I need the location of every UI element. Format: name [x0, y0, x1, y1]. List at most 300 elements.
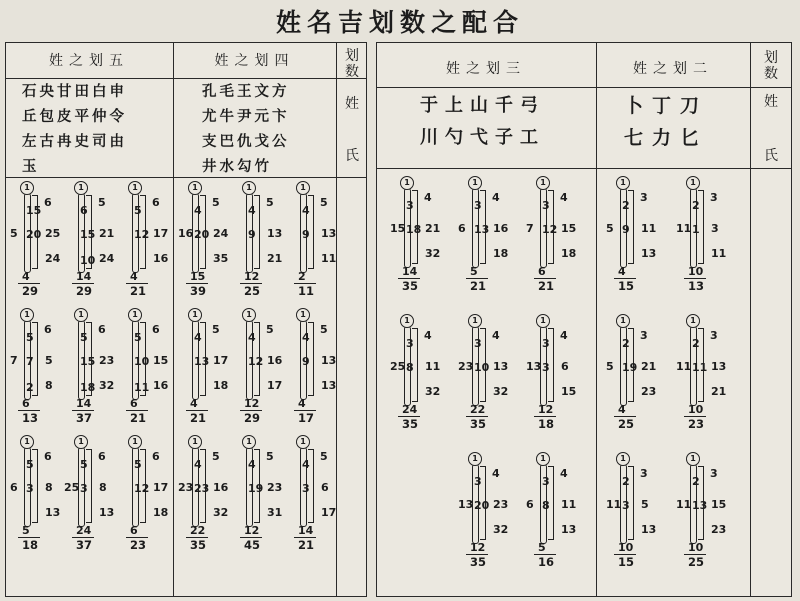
combo-number-foot: 14: [402, 265, 418, 278]
combo-number-foot: 10: [618, 541, 634, 554]
combo-number-b1: 15: [26, 204, 42, 217]
combo-total-rule: [534, 278, 556, 279]
combo-number-c2: 3: [711, 222, 719, 235]
combo-number-b1: 4: [194, 331, 202, 344]
combo-circle-one: 1: [20, 181, 34, 195]
combo-number-b1: 3: [474, 337, 482, 350]
combo-total-rule: [294, 283, 316, 284]
combo-circle-one: 1: [536, 452, 550, 466]
combo-diagram: [606, 316, 666, 431]
combo-number-b2: 3: [542, 361, 550, 374]
combo-number-total: 35: [402, 279, 419, 293]
right-surname-divider: [376, 168, 792, 169]
combo-number-b3: 2: [26, 381, 34, 394]
combo-number-b1: 3: [542, 337, 550, 350]
combo-number-foot: 22: [470, 403, 486, 416]
combo-number-b2: 3: [622, 499, 630, 512]
combo-number-b1: 5: [134, 331, 142, 344]
right-header-col3: 姓之划三: [446, 61, 526, 77]
combo-number-b1: 5: [26, 458, 34, 471]
surname-row: 井水勾竹: [202, 159, 272, 175]
combo-number-b2: 3: [302, 482, 310, 495]
combo-number-c1: 4: [492, 329, 500, 342]
combo-diagram: [286, 310, 346, 425]
combo-diagram: [10, 310, 70, 425]
combo-number-left: 13: [458, 498, 474, 511]
combo-number-b2: 12: [542, 223, 558, 236]
combo-total-rule: [72, 283, 94, 284]
combo-total-rule: [186, 410, 208, 411]
right-side-label-clan: 氏: [764, 148, 778, 164]
surname-row: 左古冉史司由: [22, 134, 127, 150]
combo-number-c1: 6: [152, 196, 160, 209]
combo-number-b2: 20: [26, 228, 42, 241]
combo-circle-one: 1: [400, 314, 414, 328]
combo-total-rule: [684, 554, 706, 555]
combo-number-c3: 32: [425, 247, 441, 260]
combo-circle-one: 1: [616, 452, 630, 466]
combo-circle-one: 1: [242, 181, 256, 195]
combo-number-total: 13: [688, 279, 705, 293]
combo-number-c1: 6: [98, 323, 106, 336]
combo-diagram: [390, 316, 450, 431]
combo-circle-one: 1: [536, 176, 550, 190]
combo-number-c3: 13: [99, 506, 115, 519]
combo-number-total: 21: [130, 411, 147, 425]
combo-total-rule: [72, 537, 94, 538]
combo-number-c3: 11: [711, 247, 727, 260]
combo-number-total: 11: [298, 284, 315, 298]
combo-number-c3: 17: [321, 506, 337, 519]
combo-number-c3: 32: [213, 506, 229, 519]
combo-total-rule: [466, 554, 488, 555]
combo-circle-one: 1: [128, 181, 142, 195]
combo-diagram: [458, 454, 518, 569]
combo-total-rule: [126, 283, 148, 284]
combo-number-c3: 23: [641, 385, 657, 398]
combo-number-left: 6: [10, 481, 18, 494]
combo-circle-one: 1: [468, 314, 482, 328]
combo-number-c2: 8: [99, 481, 107, 494]
combo-number-c2: 13: [321, 354, 337, 367]
combo-number-total: 37: [76, 538, 93, 552]
combo-diagram: [178, 310, 238, 425]
combo-number-total: 21: [190, 411, 207, 425]
combo-number-b1: 2: [622, 337, 630, 350]
left-header-col5: 姓之划五: [49, 53, 129, 69]
combo-number-c2: 11: [425, 360, 441, 373]
combo-circle-one: 1: [74, 308, 88, 322]
combo-diagram: [676, 316, 736, 431]
combo-number-c2: 6: [321, 481, 329, 494]
combo-number-c2: 5: [45, 354, 53, 367]
right-header-side: [752, 50, 790, 82]
combo-number-foot: 14: [76, 397, 92, 410]
combo-circle-one: 1: [686, 176, 700, 190]
combo-number-c2: 15: [561, 222, 577, 235]
combo-diagram: [232, 183, 292, 298]
combo-total-rule: [614, 278, 636, 279]
combo-number-c1: 5: [212, 196, 220, 209]
left-header-side: [337, 48, 367, 80]
surname-row: 卜丁刀: [624, 95, 709, 117]
combo-number-left: 7: [10, 354, 18, 367]
combo-total-rule: [684, 416, 706, 417]
combo-number-foot: 4: [618, 403, 626, 416]
combo-number-c3: 8: [45, 379, 53, 392]
combo-number-b1: 3: [406, 337, 414, 350]
combo-number-c1: 4: [492, 467, 500, 480]
combo-diagram: [118, 183, 178, 298]
left-header-side-text: 划数: [345, 48, 359, 80]
combo-number-b1: 6: [80, 204, 88, 217]
combo-diagram: [64, 310, 124, 425]
combo-number-foot: 10: [688, 403, 704, 416]
combo-number-b2: 15: [80, 355, 96, 368]
left-side-labels: [337, 96, 367, 164]
combo-diagram: [286, 183, 346, 298]
combo-number-c3: 18: [561, 247, 577, 260]
combo-number-b1: 2: [692, 475, 700, 488]
combo-total-rule: [534, 554, 556, 555]
combo-number-c2: 15: [711, 498, 727, 511]
combo-number-c1: 3: [710, 329, 718, 342]
combo-circle-one: 1: [616, 176, 630, 190]
combo-number-c3: 24: [99, 252, 115, 265]
combo-number-left: 16: [178, 227, 194, 240]
combo-number-c3: 13: [45, 506, 61, 519]
combo-number-c3: 16: [153, 252, 169, 265]
right-side-label-surname: 姓: [764, 94, 778, 110]
combo-circle-one: 1: [296, 308, 310, 322]
combo-number-c1: 4: [424, 191, 432, 204]
combo-number-total: 25: [244, 284, 261, 298]
combo-number-c1: 5: [98, 196, 106, 209]
combo-diagram: [232, 437, 292, 552]
combo-number-left: 6: [458, 222, 466, 235]
combo-number-c3: 11: [321, 252, 337, 265]
combo-number-c2: 6: [561, 360, 569, 373]
combo-number-c3: 32: [493, 385, 509, 398]
right-header-side-text: 划数: [764, 50, 778, 82]
combo-circle-one: 1: [74, 181, 88, 195]
combo-number-b1: 4: [302, 331, 310, 344]
combo-number-foot: 12: [244, 270, 260, 283]
combo-total-rule: [684, 278, 706, 279]
combo-total-rule: [466, 416, 488, 417]
combo-number-c2: 16: [493, 222, 509, 235]
combo-number-c2: 15: [153, 354, 169, 367]
combo-total-rule: [18, 283, 40, 284]
combo-number-foot: 4: [22, 270, 30, 283]
combo-number-c2: 25: [45, 227, 61, 240]
combo-number-foot: 22: [190, 524, 206, 537]
surname-row: 川勺弋子工: [420, 127, 545, 148]
combo-number-total: 35: [470, 555, 487, 569]
combo-number-b1: 4: [302, 458, 310, 471]
combo-number-c2: 21: [425, 222, 441, 235]
combo-number-b1: 3: [542, 475, 550, 488]
combo-number-b2: 20: [194, 228, 210, 241]
combo-number-b2: 9: [622, 223, 630, 236]
combo-number-foot: 12: [244, 397, 260, 410]
combo-number-b1: 4: [302, 204, 310, 217]
combo-diagram: [606, 178, 666, 293]
combo-number-b1: 2: [692, 199, 700, 212]
combo-number-c1: 6: [44, 196, 52, 209]
surname-row: 玉: [22, 159, 40, 175]
combo-total-rule: [126, 537, 148, 538]
combo-number-foot: 24: [402, 403, 418, 416]
combo-number-c3: 32: [493, 523, 509, 536]
combo-number-b2: 12: [134, 228, 150, 241]
combo-total-rule: [72, 410, 94, 411]
combo-number-total: 35: [470, 417, 487, 431]
combo-number-c1: 5: [266, 196, 274, 209]
combo-circle-one: 1: [188, 308, 202, 322]
combo-number-b3: 11: [134, 381, 150, 394]
combo-number-c1: 3: [640, 467, 648, 480]
combo-circle-one: 1: [20, 435, 34, 449]
combo-number-c2: 11: [641, 222, 657, 235]
combo-number-c3: 18: [493, 247, 509, 260]
combo-total-rule: [240, 537, 262, 538]
combo-number-left: 11: [606, 498, 622, 511]
combo-number-c3: 13: [641, 523, 657, 536]
combo-number-total: 21: [298, 538, 315, 552]
combo-number-c2: 23: [99, 354, 115, 367]
combo-number-c1: 3: [640, 329, 648, 342]
combo-number-c2: 21: [641, 360, 657, 373]
combo-number-b2: 23: [194, 482, 210, 495]
combo-total-rule: [398, 278, 420, 279]
combo-number-total: 21: [538, 279, 555, 293]
surname-row: 石央甘田白申: [22, 84, 127, 100]
right-col2-surnames: [624, 90, 708, 154]
combo-number-total: 45: [244, 538, 261, 552]
combo-diagram: [458, 316, 518, 431]
combo-circle-one: 1: [296, 435, 310, 449]
combo-number-b1: 5: [80, 458, 88, 471]
right-col3-surnames: [420, 90, 545, 154]
combo-number-c2: 23: [267, 481, 283, 494]
combo-total-rule: [126, 410, 148, 411]
combo-number-left: 11: [676, 222, 692, 235]
combo-number-foot: 6: [130, 524, 138, 537]
combo-number-c1: 4: [560, 467, 568, 480]
combo-number-total: 35: [402, 417, 419, 431]
combo-number-foot: 24: [76, 524, 92, 537]
combo-number-left: 15: [390, 222, 406, 235]
left-header-col4: 姓之划四: [214, 53, 295, 69]
combo-circle-one: 1: [128, 308, 142, 322]
combo-number-b1: 3: [406, 199, 414, 212]
surname-row: 于上山千弓: [420, 95, 545, 116]
combo-number-c2: 11: [561, 498, 577, 511]
combo-number-c3: 13: [561, 523, 577, 536]
combo-number-total: 13: [22, 411, 39, 425]
combo-number-c3: 18: [153, 506, 169, 519]
combo-number-foot: 12: [244, 524, 260, 537]
combo-number-b2: 7: [26, 355, 34, 368]
combo-number-c1: 4: [560, 329, 568, 342]
surname-row: 七力匕: [624, 127, 709, 149]
combo-number-left: 11: [676, 498, 692, 511]
combo-number-b2: 18: [406, 223, 422, 236]
combo-number-b2: 20: [474, 499, 490, 512]
right-side-labels: [752, 94, 790, 164]
combo-number-total: 25: [618, 417, 635, 431]
combo-number-left: 23: [178, 481, 194, 494]
combo-number-left: 25: [64, 481, 80, 494]
combo-diagram: [178, 183, 238, 298]
combo-number-left: 5: [606, 222, 614, 235]
combo-diagram: [526, 454, 586, 569]
combo-number-b2: 8: [406, 361, 414, 374]
combo-number-b1: 3: [542, 199, 550, 212]
combo-number-b1: 2: [692, 337, 700, 350]
combo-total-rule: [398, 416, 420, 417]
combo-number-b1: 5: [26, 331, 34, 344]
combo-number-b3: 10: [80, 254, 96, 267]
combo-number-c2: 24: [213, 227, 229, 240]
combo-number-foot: 6: [538, 265, 546, 278]
combo-number-left: 6: [526, 498, 534, 511]
combo-number-c2: 5: [641, 498, 649, 511]
combo-number-c1: 6: [44, 450, 52, 463]
combo-total-rule: [240, 410, 262, 411]
combo-number-c2: 13: [321, 227, 337, 240]
combo-total-rule: [18, 537, 40, 538]
combo-circle-one: 1: [188, 435, 202, 449]
combo-number-c1: 3: [640, 191, 648, 204]
combo-number-b1: 4: [194, 458, 202, 471]
combo-number-c3: 23: [711, 523, 727, 536]
combo-number-foot: 15: [190, 270, 206, 283]
combo-number-total: 15: [618, 555, 635, 569]
combo-number-c3: 35: [213, 252, 229, 265]
page-title: 姓名吉划数之配合: [275, 8, 524, 37]
combo-number-c1: 6: [152, 323, 160, 336]
combo-number-b2: 9: [302, 355, 310, 368]
combo-circle-one: 1: [536, 314, 550, 328]
left-side-label-surname: 姓: [345, 96, 359, 112]
combo-number-b1: 2: [622, 475, 630, 488]
combo-number-foot: 4: [130, 270, 138, 283]
combo-diagram: [64, 183, 124, 298]
combo-number-c1: 5: [212, 323, 220, 336]
combo-number-c3: 15: [561, 385, 577, 398]
combo-number-c2: 13: [267, 227, 283, 240]
combo-number-total: 29: [22, 284, 39, 298]
combo-diagram: [676, 454, 736, 569]
right-col-divider-2: [750, 42, 751, 597]
combo-number-b2: 9: [302, 228, 310, 241]
combo-number-b2: 12: [134, 482, 150, 495]
combo-number-c3: 16: [153, 379, 169, 392]
combo-number-b2: 10: [474, 361, 490, 374]
combo-number-c2: 8: [45, 481, 53, 494]
combo-circle-one: 1: [20, 308, 34, 322]
combo-number-c2: 13: [493, 360, 509, 373]
combo-circle-one: 1: [242, 308, 256, 322]
combo-number-c1: 4: [560, 191, 568, 204]
combo-number-foot: 6: [130, 397, 138, 410]
combo-number-left: 23: [458, 360, 474, 373]
combo-number-total: 15: [618, 279, 635, 293]
right-header-col2: 姓之划二: [633, 61, 713, 77]
combo-number-total: 18: [538, 417, 555, 431]
combo-number-b2: 13: [474, 223, 490, 236]
combo-number-foot: 10: [688, 265, 704, 278]
left-header-divider: [5, 78, 367, 79]
combo-total-rule: [614, 416, 636, 417]
combo-circle-one: 1: [296, 181, 310, 195]
combo-number-total: 37: [76, 411, 93, 425]
combo-number-left: 5: [606, 360, 614, 373]
combo-number-c3: 24: [45, 252, 61, 265]
combo-number-b3: 18: [80, 381, 96, 394]
combo-number-c1: 6: [152, 450, 160, 463]
combo-total-rule: [294, 537, 316, 538]
combo-number-c1: 4: [492, 191, 500, 204]
combo-number-foot: 5: [538, 541, 546, 554]
combo-number-c2: 16: [213, 481, 229, 494]
combo-number-foot: 10: [688, 541, 704, 554]
combo-number-total: 29: [244, 411, 261, 425]
combo-number-b1: 3: [474, 475, 482, 488]
left-col5-surnames: [22, 80, 127, 180]
combo-circle-one: 1: [686, 314, 700, 328]
combo-number-c2: 23: [493, 498, 509, 511]
combo-number-c2: 16: [267, 354, 283, 367]
combo-number-foot: 14: [76, 270, 92, 283]
combo-number-c2: 17: [153, 227, 169, 240]
combo-total-rule: [240, 283, 262, 284]
combo-diagram: [526, 178, 586, 293]
combo-number-b2: 13: [692, 499, 708, 512]
combo-number-b1: 4: [248, 458, 256, 471]
combo-circle-one: 1: [242, 435, 256, 449]
combo-number-b2: 10: [134, 355, 150, 368]
combo-number-b2: 19: [248, 482, 264, 495]
left-side-label-clan: 氏: [345, 148, 359, 164]
combo-diagram: [118, 310, 178, 425]
combo-number-b2: 13: [194, 355, 210, 368]
combo-number-c1: 3: [710, 191, 718, 204]
combo-number-b1: 4: [248, 204, 256, 217]
combo-number-foot: 5: [22, 524, 30, 537]
combo-diagram: [10, 437, 70, 552]
combo-number-c1: 6: [98, 450, 106, 463]
combo-number-left: 13: [526, 360, 542, 373]
combo-circle-one: 1: [468, 176, 482, 190]
combo-number-b2: 19: [622, 361, 638, 374]
combo-number-c2: 17: [153, 481, 169, 494]
combo-diagram: [118, 437, 178, 552]
combo-total-rule: [534, 416, 556, 417]
combo-number-left: 25: [390, 360, 406, 373]
combo-circle-one: 1: [400, 176, 414, 190]
combo-diagram: [178, 437, 238, 552]
combo-number-foot: 12: [538, 403, 554, 416]
combo-number-total: 29: [76, 284, 93, 298]
surname-row: 支巴仇戈公: [202, 134, 290, 150]
combo-number-c1: 5: [320, 196, 328, 209]
combo-number-b1: 4: [248, 331, 256, 344]
combo-number-c1: 5: [212, 450, 220, 463]
combo-number-total: 21: [130, 284, 147, 298]
